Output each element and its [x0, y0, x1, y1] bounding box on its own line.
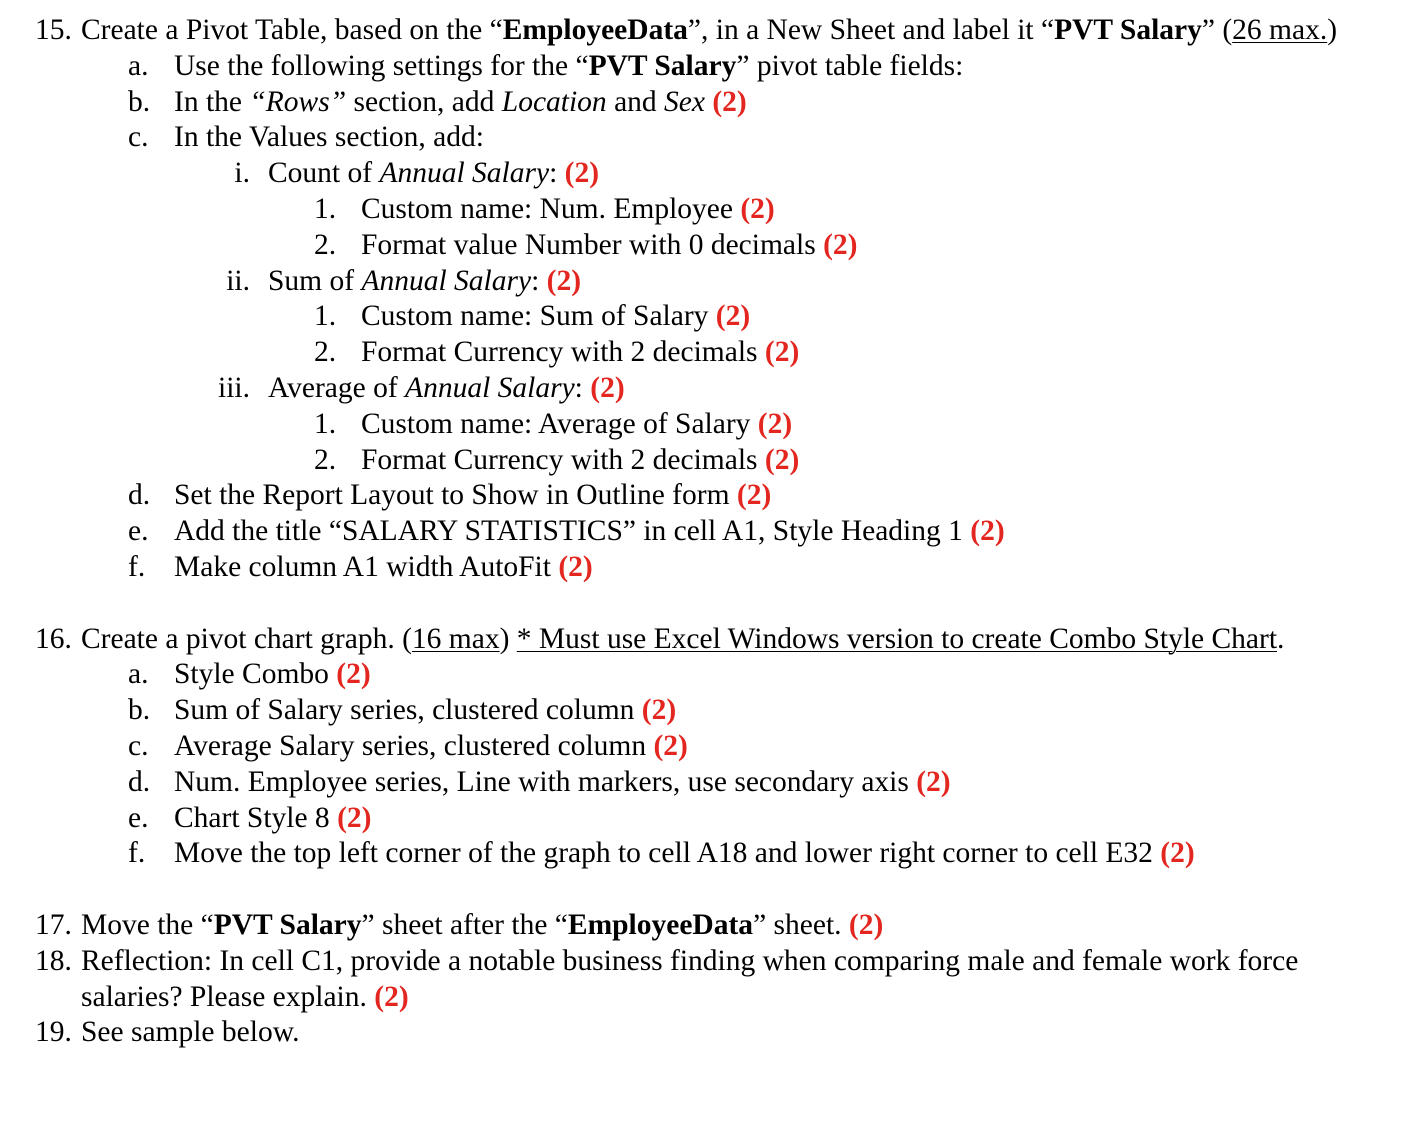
instruction-text: PVT Salary [213, 908, 362, 941]
points-label: (2) [740, 192, 775, 225]
instruction-text: Count of [268, 157, 380, 190]
instruction-text: and [606, 85, 665, 118]
instruction-text: Chart Style 8 [174, 801, 338, 834]
list-marker: 16. [35, 622, 72, 655]
sub-item-a [0, 49, 1392, 85]
blank-line [0, 586, 1392, 622]
sub-item-b [0, 85, 1392, 121]
instruction-text: In the Values section, add: [174, 121, 484, 154]
numbered-item-2 [0, 228, 1392, 264]
list-marker: 15. [35, 14, 72, 46]
numbered-item-1 [0, 407, 1392, 443]
points-label: (2) [757, 407, 793, 440]
instruction-text: Sum of [268, 264, 362, 297]
points-label: (2) [1160, 837, 1195, 870]
instruction-text: : [531, 264, 547, 297]
instruction-text: Set the Report Layout to Show in Outline form [174, 479, 737, 512]
blank-line [0, 872, 1392, 908]
numbered-item-1 [0, 192, 1392, 228]
points-label: (2) [764, 336, 800, 369]
points-label: (2) [712, 85, 747, 118]
instruction-text: Annual Salary [379, 157, 550, 190]
instruction-text: Annual Salary [405, 371, 575, 404]
list-marker: 2. [314, 443, 337, 476]
points-label: (2) [374, 980, 409, 1013]
list-marker: a. [128, 658, 149, 691]
list-marker: 17. [35, 908, 72, 941]
instruction-text: 16 max [411, 622, 500, 655]
instruction-text: ” pivot table fields: [736, 49, 964, 82]
numbered-item-2 [0, 335, 1392, 371]
points-label: (2) [653, 729, 688, 762]
list-marker: d. [128, 765, 151, 798]
points-label: (2) [848, 908, 884, 941]
list-marker: 2. [314, 228, 337, 261]
list-marker: iii. [218, 371, 250, 404]
list-marker: 1. [314, 192, 337, 225]
sub-item-d [0, 765, 1392, 801]
sub-item-e [0, 801, 1392, 837]
question-16 [0, 622, 1392, 658]
instruction-text: : [574, 371, 591, 404]
instruction-text: EmployeeData [567, 908, 754, 941]
numbered-item-1 [0, 299, 1392, 335]
instruction-text: ) [499, 622, 517, 655]
instruction-text: Custom name: Average of Salary [361, 407, 758, 440]
list-marker: d. [128, 479, 151, 512]
points-label: (2) [823, 228, 858, 261]
instruction-text: EmployeeData [502, 14, 688, 46]
list-marker: f. [128, 837, 146, 870]
list-marker: e. [128, 515, 149, 548]
instruction-text: Format Currency with 2 decimals [361, 443, 765, 476]
instruction-text: In the [174, 85, 250, 118]
points-label: (2) [564, 157, 600, 190]
list-marker: f. [128, 550, 146, 583]
sub-item-c [0, 729, 1392, 765]
assignment-instructions [0, 13, 1392, 1051]
points-label: (2) [715, 300, 751, 333]
instruction-text: Custom name: Num. Employee [361, 192, 741, 225]
points-label: (2) [546, 264, 582, 297]
instruction-text: PVT Salary [588, 49, 737, 82]
question-17 [0, 908, 1392, 944]
points-label: (2) [916, 765, 951, 798]
instruction-text: section, add [346, 85, 502, 118]
instruction-text: ”, in a New Sheet and label it “ [687, 14, 1055, 46]
list-marker: a. [128, 49, 149, 82]
instruction-text: Format value Number with 0 decimals [361, 228, 824, 261]
instruction-text: Move the top left corner of the graph to cell A18 and lower right corner to cell E32 [174, 837, 1161, 870]
sub-item-c [0, 120, 1392, 156]
instruction-text: Create a Pivot Table, based on the “ [81, 14, 503, 46]
question-15 [0, 13, 1392, 49]
instruction-text: PVT Salary [1054, 14, 1202, 46]
instruction-text: . [1277, 622, 1285, 655]
instruction-text: ) [1327, 14, 1338, 46]
list-marker: 18. [35, 944, 72, 977]
instruction-text: Location [501, 85, 607, 118]
sub-item-f [0, 836, 1392, 872]
sub-item-f [0, 550, 1392, 586]
roman-item-iii [0, 371, 1392, 407]
points-label: (2) [337, 801, 372, 834]
list-marker: i. [234, 157, 250, 190]
list-marker: 19. [35, 1016, 72, 1049]
instruction-text: Average Salary series, clustered column [174, 729, 654, 762]
sub-item-d [0, 478, 1392, 514]
instruction-text: ” sheet. [753, 908, 849, 941]
instruction-text: Make column A1 width AutoFit [174, 550, 559, 583]
instruction-text: : [549, 157, 565, 190]
instruction-text: ” ( [1201, 14, 1233, 46]
instruction-text: Use the following settings for the “ [174, 49, 589, 82]
list-marker: e. [128, 801, 149, 834]
question-18 [0, 944, 1392, 1016]
points-label: (2) [641, 694, 677, 727]
instruction-text: See sample below. [81, 1016, 300, 1049]
question-19 [0, 1015, 1392, 1051]
instruction-text: * Must use Excel Windows version to create Combo Style Chart [516, 622, 1278, 655]
list-marker: b. [128, 85, 151, 118]
points-label: (2) [764, 443, 800, 476]
points-label: (2) [736, 479, 772, 512]
list-marker: ii. [226, 264, 250, 297]
instruction-text: Sex [664, 85, 705, 118]
instruction-text: “Rows” [249, 85, 347, 118]
sub-item-e [0, 514, 1392, 550]
instruction-text: Style Combo [174, 658, 337, 691]
instruction-text: Custom name: Sum of Salary [361, 300, 716, 333]
list-marker: 2. [314, 336, 337, 369]
instruction-text: ” sheet after the “ [361, 908, 568, 941]
instruction-text: Reflection: In cell C1, provide a notable business finding when comparing male and female work force salaries? Please explain. [81, 944, 1299, 1013]
instruction-text: Average of [268, 371, 406, 404]
list-marker: b. [128, 694, 151, 727]
points-label: (2) [970, 515, 1005, 548]
points-label: (2) [590, 371, 625, 404]
instruction-text: Move the “ [81, 908, 214, 941]
numbered-item-2 [0, 443, 1392, 479]
instruction-text: Sum of Salary series, clustered column [174, 694, 642, 727]
list-marker: c. [128, 729, 149, 762]
instruction-text: Add the title “SALARY STATISTICS” in cell A1, Style Heading 1 [174, 515, 971, 548]
list-marker: 1. [314, 407, 337, 440]
instruction-text: 26 max. [1232, 14, 1328, 46]
sub-item-a [0, 657, 1392, 693]
instruction-text: Create a pivot chart graph. ( [81, 622, 412, 655]
list-marker: 1. [314, 300, 337, 333]
sub-item-b [0, 693, 1392, 729]
points-label: (2) [336, 658, 371, 691]
roman-item-i [0, 156, 1392, 192]
instruction-text: Annual Salary [361, 264, 532, 297]
instruction-text: Num. Employee series, Line with markers, use secondary axis [174, 765, 917, 798]
list-marker: c. [128, 121, 149, 154]
roman-item-ii [0, 264, 1392, 300]
points-label: (2) [558, 550, 593, 583]
instruction-text: Format Currency with 2 decimals [361, 336, 765, 369]
